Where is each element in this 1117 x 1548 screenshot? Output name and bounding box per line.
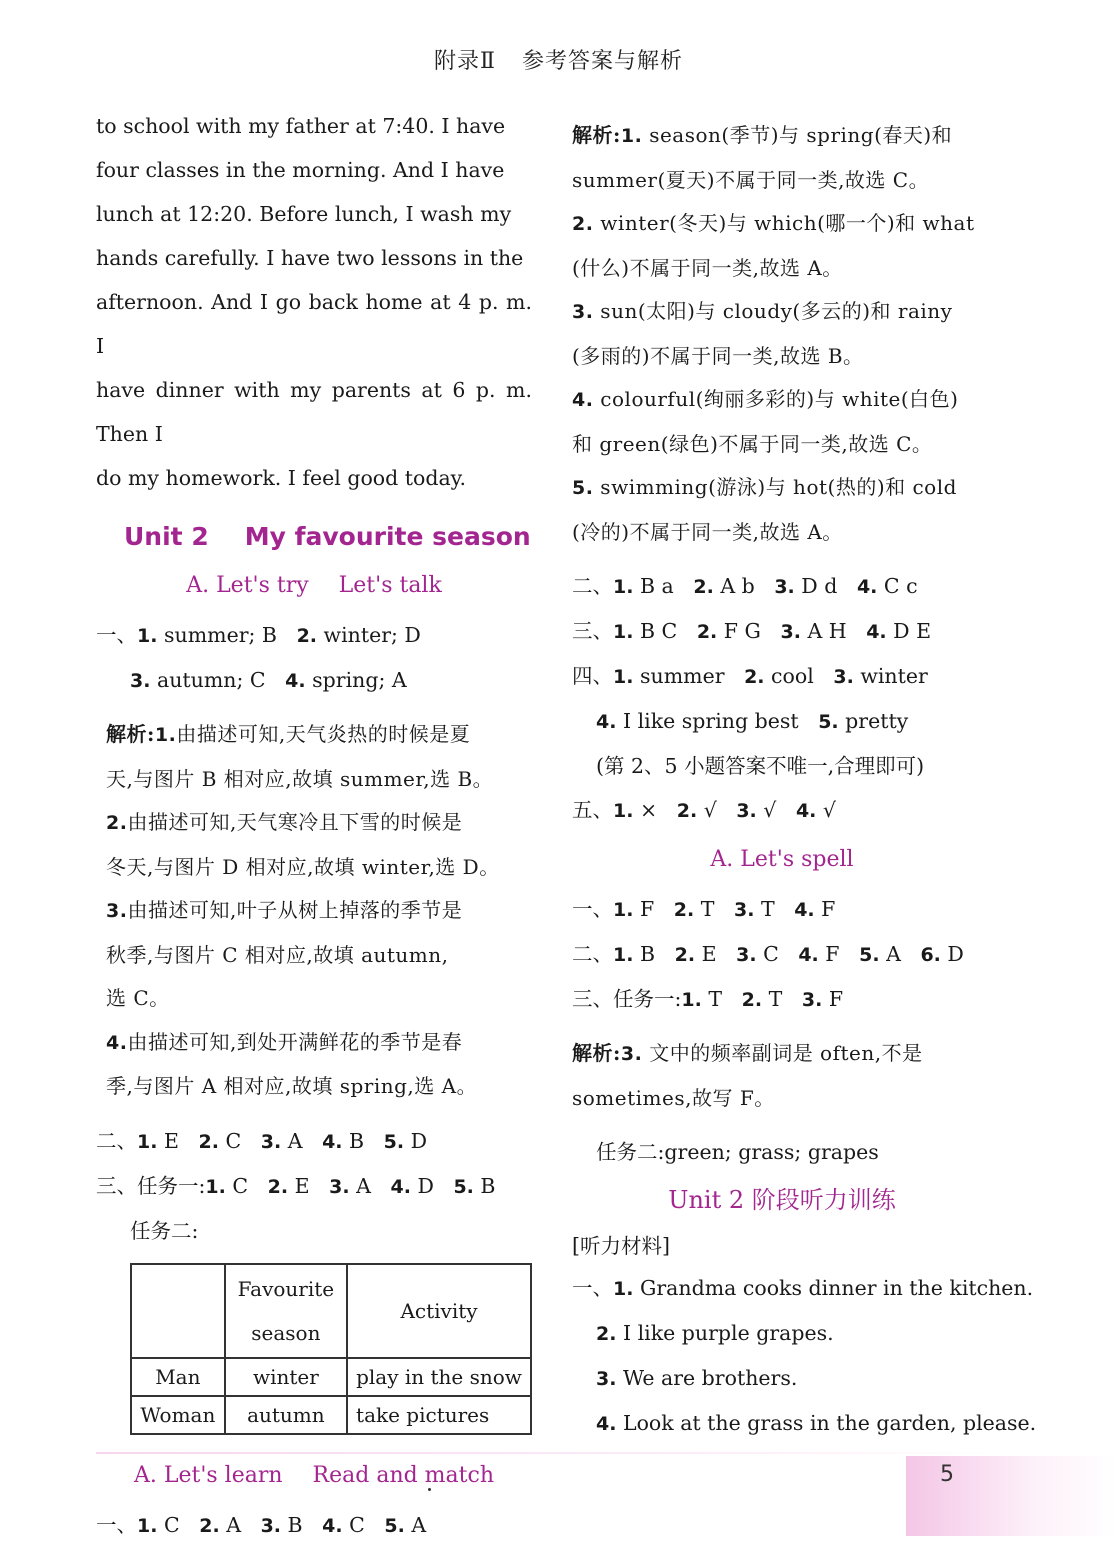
passage-line: do my homework. I feel good today.: [96, 466, 467, 490]
item-number: 2.: [572, 213, 594, 235]
item-number: 4.: [285, 670, 306, 692]
item-number: 2.: [296, 625, 318, 647]
answer-text: C: [225, 1173, 249, 1198]
analysis-text: season(季节)与 spring(春天)和: [642, 123, 953, 147]
answer-text: cool: [764, 664, 814, 688]
analysis-text: 文中的频率副词是 often,不是: [642, 1041, 923, 1065]
footer-divider: [96, 1452, 996, 1454]
answer-text: B: [342, 1128, 365, 1153]
item-number: 1.: [613, 944, 634, 966]
item-number: 1.: [154, 724, 177, 746]
analysis-text: 由描述可知,叶子从树上掉落的季节是: [127, 898, 463, 922]
item-number: 3.: [620, 1043, 643, 1065]
section-title: [96, 563, 532, 609]
section-title-a: A. Let's try: [186, 573, 309, 598]
question-prefix: 五、: [572, 798, 613, 822]
answer-text: A: [219, 1512, 241, 1537]
listening-text: I like purple grapes.: [616, 1321, 834, 1345]
analysis-block: [572, 114, 992, 554]
analysis-text: 选 C。: [106, 986, 170, 1010]
answer-text: spring; A: [305, 668, 407, 692]
item-number: 2.: [741, 989, 763, 1011]
item-number: 2.: [199, 1514, 220, 1537]
analysis-label: 解析:: [572, 123, 621, 147]
item-number: 1.: [205, 1175, 226, 1198]
answer-text: C: [342, 1512, 365, 1537]
answer-line: [572, 654, 992, 699]
answer-text: F: [814, 897, 836, 921]
answer-line: [572, 932, 992, 977]
header-appendix: 附录Ⅱ: [434, 49, 496, 74]
question-prefix: 二、: [572, 942, 613, 966]
table-header-cell: [225, 1264, 347, 1358]
item-number: 3.: [572, 301, 594, 323]
footer-dot: [428, 1488, 431, 1491]
item-number: 3.: [260, 1130, 282, 1153]
analysis-text: swimming(游泳)与 hot(热的)和 cold: [593, 475, 957, 499]
item-number: 2.: [198, 1130, 219, 1153]
listening-text: Grandma cooks dinner in the kitchen.: [633, 1276, 1034, 1300]
item-number: 2.: [267, 1175, 289, 1198]
item-number: 3.: [833, 666, 854, 688]
answer-text: T: [694, 897, 715, 921]
analysis-text: 由描述可知,天气寒冷且下雪的时候是: [127, 810, 463, 834]
item-number: 4.: [390, 1175, 411, 1198]
page-header: [0, 44, 1117, 75]
item-number: 5.: [383, 1130, 405, 1153]
activity-table: [130, 1263, 532, 1435]
question-prefix: 二、: [96, 1128, 137, 1153]
answer-text: D: [404, 1128, 428, 1153]
analysis-text: 由描述可知,到处开满鲜花的季节是春: [127, 1029, 463, 1054]
answer-text: T: [701, 987, 723, 1011]
task2-answer: 任务二:green; grass; grapes: [596, 1140, 879, 1164]
answer-text: F: [822, 987, 844, 1011]
listening-section-title: Unit 2 阶段听力训练: [668, 1186, 896, 1214]
answer-text: D E: [886, 619, 932, 643]
item-number: 2.: [106, 812, 128, 834]
table-cell: take pictures: [347, 1396, 531, 1434]
answer-text: ×: [633, 798, 658, 822]
table-header-cell: [131, 1264, 225, 1358]
item-number: 1.: [137, 1130, 158, 1153]
answer-text: C: [756, 942, 779, 966]
answer-text: E: [288, 1173, 310, 1198]
section-title: [96, 1453, 532, 1499]
task2-label: 任务二:: [130, 1218, 199, 1243]
answer-text: √: [816, 798, 836, 822]
analysis-text: 秋季,与图片 C 相对应,故填 autumn,: [106, 942, 449, 967]
item-number: 3.: [780, 621, 801, 643]
item-number: 3.: [329, 1175, 350, 1198]
item-number: 4.: [596, 1413, 617, 1435]
question-prefix: 二、: [572, 574, 613, 598]
question-prefix: 三、任务一:: [572, 987, 682, 1011]
listening-line: [572, 1266, 1034, 1311]
item-number: 1.: [613, 800, 634, 822]
passage-line: afternoon. And I go back home at 4 p. m. I: [96, 290, 532, 358]
analysis-text: 季,与图片 A 相对应,故填 spring,选 A。: [106, 1074, 478, 1098]
answer-text: C: [218, 1128, 242, 1153]
answer-text: summer: [633, 664, 725, 688]
listening-line: [572, 1401, 1037, 1446]
table-row: [131, 1358, 531, 1396]
passage-line: to school with my father at 7:40. I have: [96, 114, 506, 138]
item-number: 1.: [620, 125, 643, 147]
analysis-text: 天,与图片 B 相对应,故填 summer,选 B。: [106, 766, 494, 791]
analysis-text: (多雨的)不属于同一类,故选 B。: [572, 343, 864, 368]
unit-name: My favourite season: [244, 522, 531, 551]
item-number: 1.: [137, 1514, 158, 1537]
answer-text: A b: [713, 574, 755, 598]
question-prefix: 一、: [96, 1512, 137, 1537]
analysis-text: sometimes,故写 F。: [572, 1085, 775, 1110]
table-header-cell: Activity: [347, 1264, 531, 1358]
section-title-spell: A. Let's spell: [710, 847, 854, 872]
answer-text: T: [762, 987, 783, 1011]
answer-line: [96, 658, 532, 703]
item-number: 4.: [572, 389, 594, 411]
item-number: 4.: [106, 1031, 128, 1054]
page-number: 5: [940, 1462, 954, 1487]
answer-line: [572, 788, 992, 833]
item-number: 6.: [920, 944, 941, 966]
item-number: 3.: [596, 1368, 617, 1390]
answer-text: autumn; C: [150, 668, 266, 692]
answer-text: B C: [633, 619, 678, 643]
analysis-text: 由描述可知,天气炎热的时候是夏: [176, 722, 471, 746]
passage-line: lunch at 12:20. Before lunch, I wash my: [96, 202, 512, 226]
question-prefix: 一、: [96, 623, 137, 647]
answer-text: A: [879, 942, 901, 966]
item-number: 4.: [866, 621, 887, 643]
item-number: 4.: [322, 1514, 343, 1537]
answer-text: A: [349, 1173, 371, 1198]
answer-line: [572, 699, 992, 744]
table-header-row: [131, 1264, 531, 1358]
item-number: 1.: [613, 666, 634, 688]
table-cell: autumn: [225, 1396, 347, 1434]
item-number: 1.: [613, 576, 634, 598]
item-number: 5.: [859, 944, 880, 966]
item-number: 1.: [681, 989, 702, 1011]
answer-text: F: [818, 942, 840, 966]
item-number: 4.: [856, 576, 878, 598]
listening-line: [572, 1311, 992, 1356]
item-number: 1.: [613, 621, 634, 643]
item-number: 3.: [130, 670, 151, 692]
answer-text: F G: [717, 619, 761, 643]
item-number: 3.: [733, 899, 755, 921]
item-number: 2.: [596, 1323, 617, 1345]
answer-line: [96, 613, 532, 658]
item-number: 3.: [260, 1514, 282, 1537]
answer-text: B a: [633, 574, 674, 598]
section-title-b: Let's talk: [338, 573, 442, 598]
analysis-label: 解析:: [572, 1041, 621, 1065]
answer-line: [96, 1119, 532, 1164]
question-prefix: 四、: [572, 664, 613, 688]
answer-text: T: [754, 897, 775, 921]
listening-text: Look at the grass in the garden, please.: [616, 1411, 1037, 1435]
passage-line: hands carefully. I have two lessons in the: [96, 246, 524, 270]
answer-text: D: [410, 1173, 434, 1198]
table-header-text: Favourite season: [237, 1276, 335, 1345]
answer-text: C c: [877, 574, 918, 598]
answer-line: [572, 887, 992, 932]
item-number: 3.: [774, 576, 795, 598]
answer-line: [572, 977, 992, 1022]
listening-material-label: [听力材料]: [572, 1234, 670, 1258]
answer-text: C: [157, 1512, 180, 1537]
answer-line: [96, 1164, 532, 1209]
unit-number: Unit 2: [124, 522, 209, 551]
answer-text: √: [697, 798, 717, 822]
item-number: 4.: [798, 944, 819, 966]
analysis-text: 冬天,与图片 D 相对应,故填 winter,选 D。: [106, 854, 500, 879]
analysis-text: (冷的)不属于同一类,故选 A。: [572, 519, 843, 544]
analysis-block: [572, 1032, 992, 1120]
table-cell: Woman: [131, 1396, 225, 1434]
item-number: 2.: [693, 576, 714, 598]
passage-line: have dinner with my parents at 6 p. m. Then I: [96, 378, 532, 446]
item-number: 3.: [106, 900, 128, 922]
answer-text: E: [695, 942, 717, 966]
item-number: 5.: [384, 1514, 405, 1537]
table-cell: winter: [225, 1358, 347, 1396]
item-number: 1.: [613, 899, 634, 921]
item-number: 3.: [801, 989, 823, 1011]
table-cell: Man: [131, 1358, 225, 1396]
passage-line: four classes in the morning. And I have: [96, 158, 505, 182]
question-prefix: 三、: [572, 619, 613, 643]
answer-text: pretty: [838, 709, 909, 733]
answer-line: [572, 609, 992, 654]
item-number: 3.: [736, 800, 757, 822]
answer-text: √: [756, 798, 777, 822]
item-number: 4.: [322, 1130, 343, 1153]
item-number: 2.: [674, 944, 696, 966]
item-number: 4.: [794, 899, 815, 921]
header-title: 参考答案与解析: [521, 49, 683, 74]
analysis-text: winter(冬天)与 which(哪一个)和 what: [593, 211, 975, 235]
answer-text: B: [281, 1512, 303, 1537]
analysis-text: 和 green(绿色)不属于同一类,故选 C。: [572, 431, 933, 456]
answer-line: [96, 1503, 532, 1548]
item-number: 5.: [818, 711, 839, 733]
item-number: 2.: [676, 800, 698, 822]
analysis-text: summer(夏天)不属于同一类,故选 C。: [572, 167, 930, 192]
answer-text: A: [404, 1512, 427, 1537]
answer-text: D d: [794, 574, 838, 598]
item-number: 2.: [696, 621, 718, 643]
answer-text: D: [940, 942, 964, 966]
listening-line: [572, 1356, 992, 1401]
question-prefix: 一、: [572, 1276, 613, 1300]
analysis-label: 解析:: [106, 722, 155, 746]
answer-text: F: [633, 897, 655, 921]
answer-note: (第 2、5 小题答案不唯一,合理即可): [596, 754, 925, 778]
item-number: 3.: [736, 944, 757, 966]
item-number: 4.: [596, 711, 617, 733]
section-title-b: Read and match: [312, 1462, 494, 1488]
left-column: [96, 104, 532, 1548]
answer-text: winter; D: [317, 623, 421, 647]
item-number: 1.: [137, 625, 158, 647]
answer-text: E: [157, 1128, 179, 1153]
question-prefix: 三、任务一:: [96, 1173, 206, 1198]
analysis-block: [96, 713, 532, 1109]
item-number: 2.: [673, 899, 695, 921]
item-number: 1.: [613, 1278, 634, 1300]
analysis-text: sun(太阳)与 cloudy(多云的)和 rainy: [593, 299, 953, 323]
analysis-text: (什么)不属于同一类,故选 A。: [572, 255, 843, 280]
answer-line: [572, 564, 992, 609]
answer-text: A: [281, 1128, 303, 1153]
page-number-tab: [906, 1456, 1117, 1536]
section-title-a: A. Let's learn: [134, 1462, 283, 1488]
right-column: [572, 114, 1037, 1446]
item-number: 5.: [572, 477, 594, 499]
listening-text: We are brothers.: [616, 1366, 798, 1390]
table-cell: play in the snow: [347, 1358, 531, 1396]
table-row: [131, 1396, 531, 1434]
answer-text: winter: [853, 664, 928, 688]
item-number: 5.: [453, 1175, 474, 1198]
question-prefix: 一、: [572, 897, 613, 921]
unit-title: [124, 522, 532, 551]
answer-text: B: [633, 942, 656, 966]
item-number: 4.: [795, 800, 817, 822]
analysis-text: colourful(绚丽多彩的)与 white(白色): [593, 387, 959, 411]
item-number: 2.: [744, 666, 765, 688]
answer-text: I like spring best: [616, 709, 799, 733]
answer-text: summer; B: [157, 623, 277, 647]
answer-text: A H: [800, 619, 847, 643]
answer-text: B: [473, 1173, 496, 1198]
passage: [96, 104, 532, 500]
